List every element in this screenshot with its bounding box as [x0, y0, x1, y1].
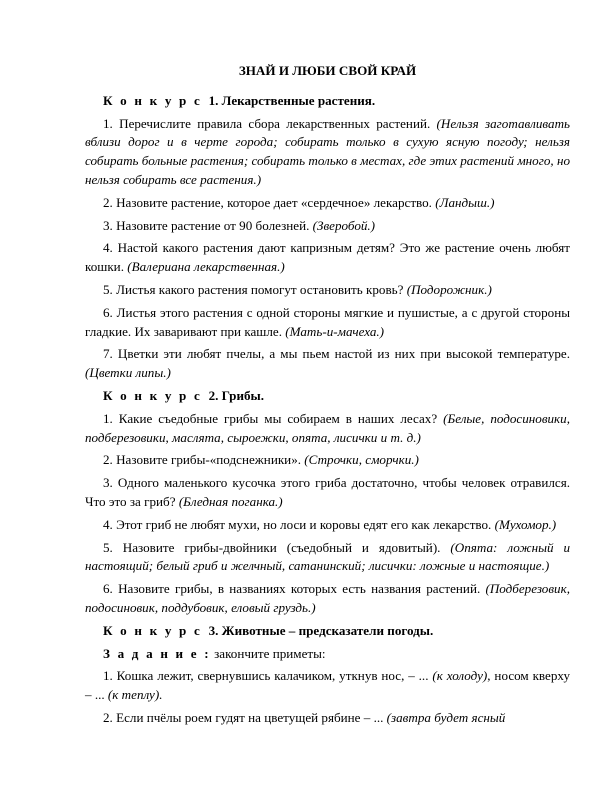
task-line [85, 645, 570, 664]
answer: (Бледная поганка.) [178, 493, 283, 509]
question-item: 4. Настой какого растения дают капризным детям? Это же растение очень любят кошки. (Валериана лекарственная.) [85, 240, 570, 275]
question-item: 2. Если пчёлы роем гудят на цветущей рябине – ... (завтра будет ясный [103, 709, 506, 725]
question-item: 5. Листья какого растения помогут остановить кровь? (Подорожник.) [103, 281, 492, 297]
task-text: закончите приметы: [214, 645, 326, 661]
answer: (Подорожник.) [406, 281, 492, 297]
section-label: К о н к у р с [103, 387, 203, 403]
answer: (Нельзя заготавливать вблизи дорог и в черте города; собирать только в сухую ясную погоду; нельзя собирать больные растения; собирать только в местах, где этих растений много, но нельзя собирать все растения.) [85, 115, 570, 187]
question-item: 2. Назовите грибы-«подснежники». (Строчки, сморчки.) [103, 452, 419, 468]
answer: (завтра будет ясный [386, 709, 506, 725]
section-title: 2. Грибы. [208, 387, 265, 403]
answer: (к теплу). [107, 687, 163, 703]
section-label: К о н к у р с [103, 622, 203, 638]
question-item: 7. Цветки эти любят пчелы, а мы пьем настой из них при высокой температуре. (Цветки липы.) [85, 346, 570, 381]
question-item: 1. Перечислите правила сбора лекарственных растений. (Нельзя заготавливать вблизи дорог и в черте города; собирать только в сухую ясную погоду; нельзя собирать больные растения; собирать только в местах, где этих растений много, но нельзя собирать все растения.) [85, 115, 570, 187]
question-item: 4. Этот гриб не любят мухи, но лоси и коровы едят его как лекарство. (Мухомор.) [103, 516, 557, 532]
section-heading [85, 387, 570, 406]
answer: (к холоду) [432, 668, 488, 684]
question-item: 6. Листья этого растения с одной стороны мягкие и пушистые, а с другой стороны гладкие. Их заваривают при кашле. (Мать-и-мачеха.) [85, 304, 570, 339]
answer: (Мухомор.) [494, 516, 557, 532]
answer: (Мать-и-мачеха.) [285, 323, 385, 339]
section-title: 1. Лекарственные растения. [208, 92, 376, 108]
question-item: 6. Назовите грибы, в названиях которых есть названия растений. (Подберезовик, подосиновик, поддубовик, еловый груздь.) [85, 581, 570, 615]
answer: (Цветки липы.) [85, 365, 171, 381]
answer: (Зверобой.) [312, 217, 376, 233]
section-heading [85, 92, 570, 111]
page-title: ЗНАЙ И ЛЮБИ СВОЙ КРАЙ [238, 63, 417, 78]
question-item: 5. Назовите грибы-двойники (съедобный и ядовитый). (Опята: ложный и настоящий; белый гриб и желчный, сатанинский; лисички: ложные и настоящие.) [85, 539, 570, 574]
section-label: К о н к у р с [103, 92, 203, 108]
section-title: 3. Животные – предсказатели погоды. [208, 622, 434, 638]
document-page [85, 62, 570, 732]
question-item: 2. Назовите растение, которое дает «сердечное» лекарство. (Ландыш.) [103, 194, 495, 210]
question-item: 3. Назовите растение от 90 болезней. (Зверобой.) [103, 217, 376, 233]
task-label: З а д а н и е : [103, 645, 211, 661]
question-item: 3. Одного маленького кусочка этого гриба достаточно, чтобы человек отравился. Что это за гриб? (Бледная поганка.) [85, 475, 570, 509]
answer: (Ландыш.) [435, 194, 495, 210]
answer: (Подберезовик, подосиновик, поддубовик, еловый груздь.) [85, 581, 570, 615]
answer: (Валериана лекарственная.) [127, 259, 285, 275]
answer: (Строчки, сморчки.) [304, 452, 419, 468]
section-heading [85, 622, 570, 641]
answer: (Опята: ложный и настоящий; белый гриб и желчный, сатанинский; лисички: ложные и настоящие.) [85, 539, 570, 574]
question-item: 1. Какие съедобные грибы мы собираем в наших лесах? (Белые, подосиновики, подберезовики, маслята, сыроежки, опята, лисички и т. д.) [85, 410, 570, 445]
question-item: 1. Кошка лежит, свернувшись калачиком, уткнув нос, – ... (к холоду), носом кверху – ... (к теплу). [85, 668, 570, 703]
answer: (Белые, подосиновики, подберезовики, маслята, сыроежки, опята, лисички и т. д.) [85, 410, 570, 445]
